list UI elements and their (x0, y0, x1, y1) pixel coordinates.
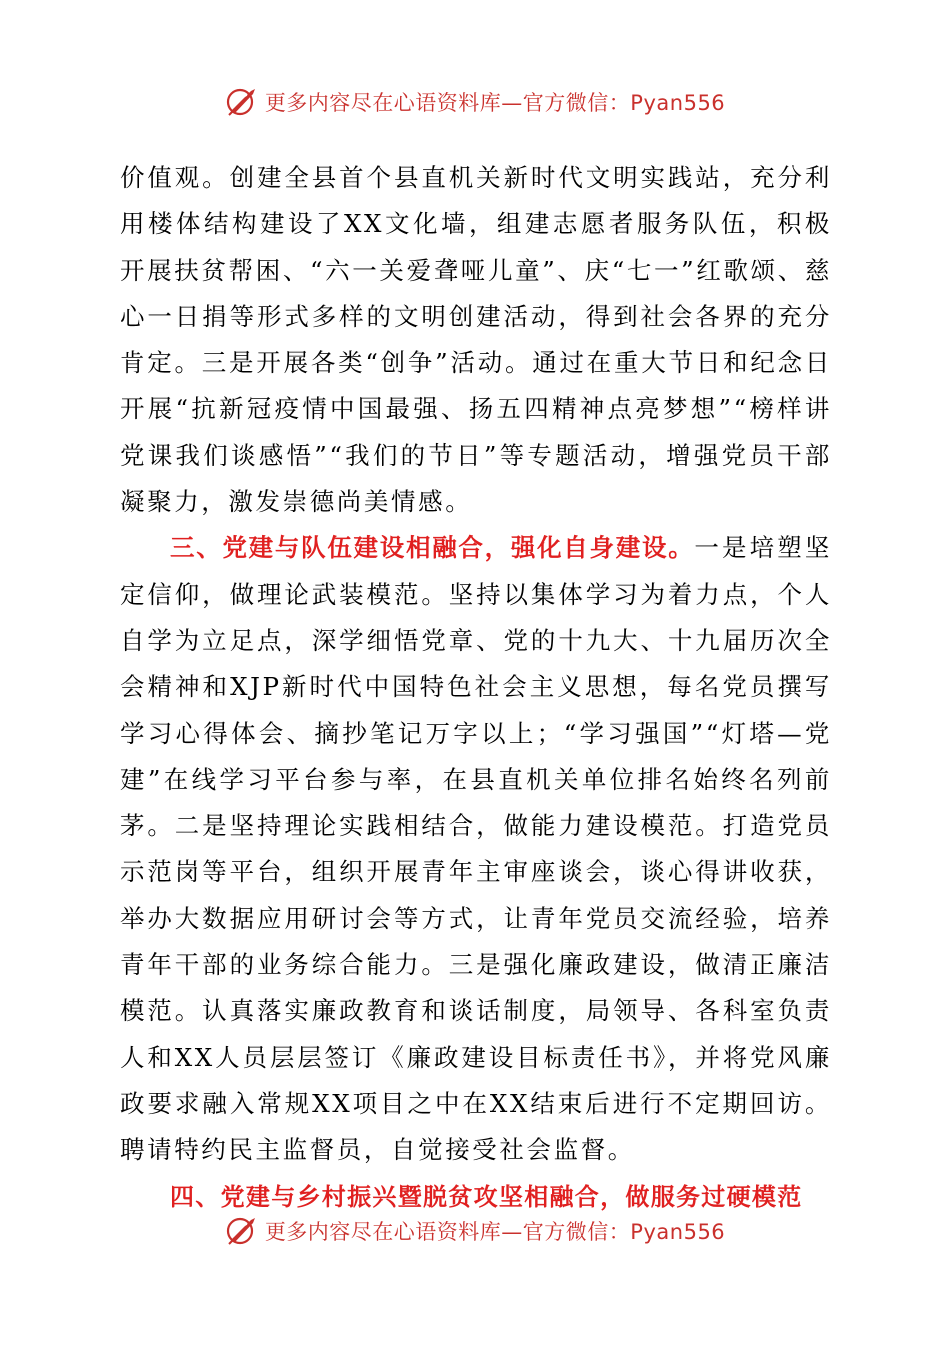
section-3-text: 一是培塑坚定信仰，做理论武装模范。坚持以集体学习为着力点，个人自学为立足点，深学细悟党章、党的十九大、十九届历次全会精神和XJP新时代中国特色社会主义思想，每名党员撰写学习心得体会、摘抄笔记万字以上；“学习强国”“灯塔—党建”在线学习平台参与率，在县直机关单位排名始终名列前茅。二是坚持理论实践相结合，做能力建设模范。打造党员示范岗等平台，组织开展青年主审座谈会，谈心得讲收获，举办大数据应用研讨会等方式，让青年党员交流经验，培养青年干部的业务综合能力。三是强化廉政建设，做清正廉洁模范。认真落实廉政教育和谈话制度，局领导、各科室负责人和XX人员层层签订《廉政建设目标责任书》，并将党风廉政要求融入常规XX项目之中在XX结束后进行不定期回访。聘请特约民主监督员，自觉接受社会监督。 (120, 533, 833, 1165)
header-banner (0, 82, 950, 122)
header-banner-text: 更多内容尽在心语资料库—官方微信：Pyan556 (264, 91, 726, 115)
section-3-heading: 三、党建与队伍建设相融合，强化自身建设。 (170, 533, 695, 563)
footer-banner (0, 1211, 950, 1251)
paragraph-continuation: 价值观。创建全县首个县直机关新时代文明实践站，充分利用楼体结构建设了XX文化墙，组建志愿者服务队伍，积极开展扶贫帮困、“六一关爱聋哑儿童”、庆“七一”红歌颂、慈心一日捐等形式多样的文明创建活动，得到社会各界的充分肯定。三是开展各类“创争”活动。通过在重大节日和纪念日开展“抗新冠疫情中国最强、扬五四精神点亮梦想”“榜样讲党课我们谈感悟”“我们的节日”等专题活动，增强党员干部凝聚力，激发崇德尚美情感。 (120, 163, 832, 517)
quill-pen-logo-icon (225, 1214, 259, 1248)
quill-pen-logo-icon (225, 85, 259, 119)
section-4-heading: 四、党建与乡村振兴暨脱贫攻坚相融合，做服务过硬模范 (170, 1182, 803, 1211)
document-body (120, 155, 832, 1220)
footer-banner-text: 更多内容尽在心语资料库—官方微信：Pyan556 (264, 1220, 726, 1244)
paragraph-section-3 (120, 525, 832, 1173)
